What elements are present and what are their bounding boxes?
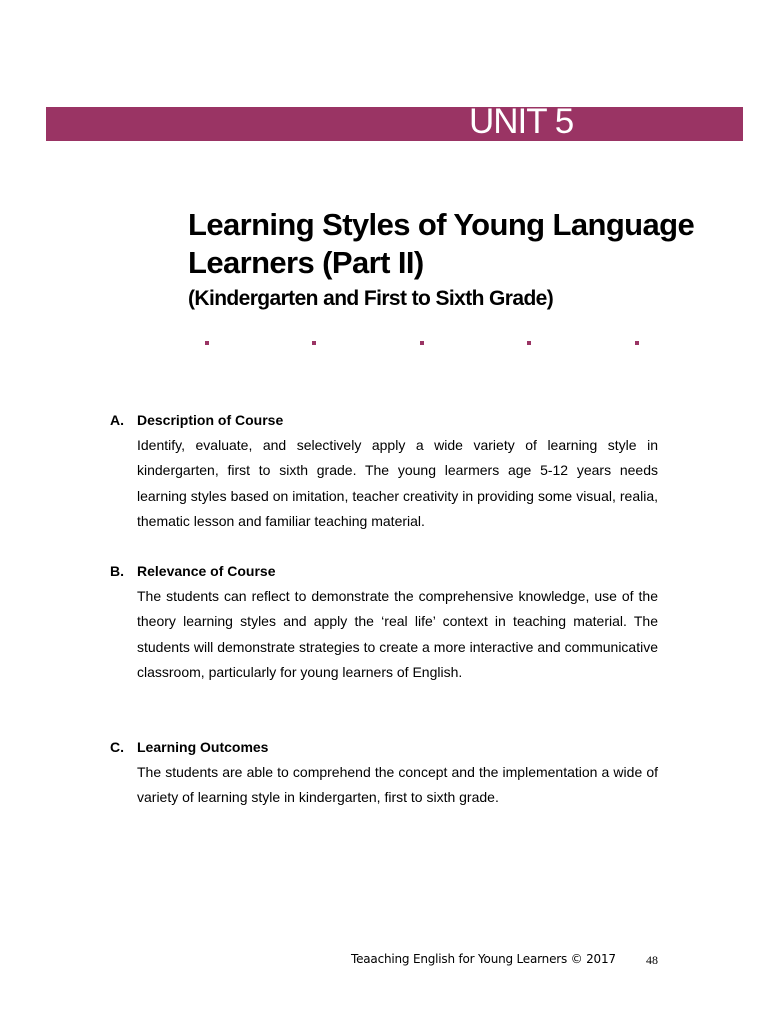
section-body: Identify, evaluate, and selectively apply a wide variety of learning style in kindergarten, first to sixth grade. The young learmers age 5-12 years needs learning styles based on imitation, teacher creativity in providing some visual, realia, thematic lesson and familiar teaching material. [137, 437, 658, 529]
decorative-dot [635, 341, 639, 345]
section-outcomes [110, 735, 658, 811]
section-description [110, 408, 658, 534]
decorative-dot [420, 341, 424, 345]
section-heading: Learning Outcomes [137, 739, 269, 755]
section-body: The students can reflect to demonstrate the comprehensive knowledge, use of the theory learning styles and apply the ‘real life’ context in teaching material. The students will demonstrate strategies to create a more interactive and communicative classroom, particularly for young learners of English. [137, 588, 658, 680]
section-body: The students are able to comprehend the concept and the implementation a wide of variety of learning style in kindergarten, first to sixth grade. [137, 764, 658, 806]
page-subtitle: (Kindergarten and First to Sixth Grade) [188, 287, 554, 310]
footer-text: Teaaching English for Young Learners © 2017 [351, 952, 616, 966]
decorative-dot [527, 341, 531, 345]
decorative-dot [312, 341, 316, 345]
page-title: Learning Styles of Young Language Learners (Part II) [188, 207, 695, 280]
decorative-dot [205, 341, 209, 345]
section-heading: Relevance of Course [137, 563, 276, 579]
section-letter: C. [110, 739, 124, 755]
section-heading: Description of Course [137, 412, 284, 428]
section-letter: A. [110, 412, 124, 428]
unit-banner [46, 102, 743, 141]
section-relevance [110, 559, 658, 685]
page-number: 48 [646, 953, 658, 967]
section-letter: B. [110, 563, 124, 579]
unit-label: UNIT 5 [469, 102, 574, 141]
